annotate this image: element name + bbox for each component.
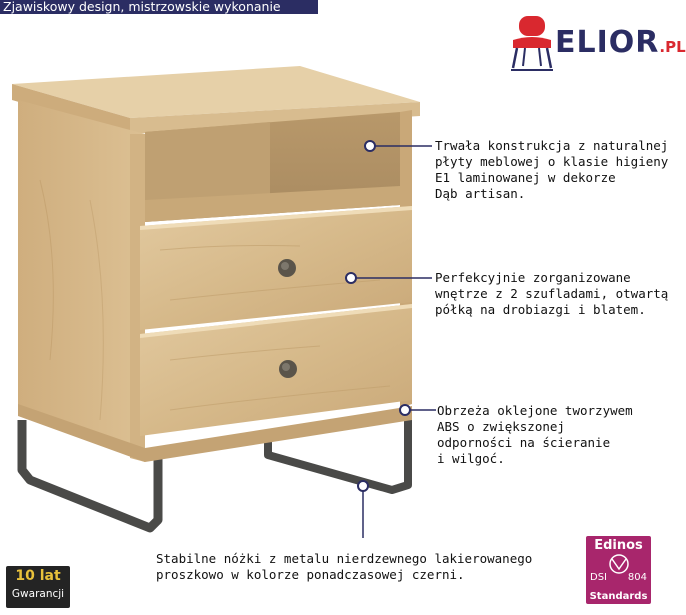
cert-dsi: DSI [590, 572, 607, 583]
callout-construction: Trwała konstrukcja z naturalnej płyty meblowej o klasie higieny E1 laminowanej w dekorze Dąb artisan. [435, 138, 669, 201]
brand-logo[interactable] [555, 25, 686, 62]
cert-standards: Standards [589, 591, 648, 602]
callout-legs: Stabilne nóżki z metalu nierdzewnego lakierowanego proszkowo w kolorze ponadczasowej czerni. [156, 551, 533, 582]
cert-name: Edinos [594, 538, 643, 553]
certification-badge [586, 536, 651, 604]
tagline-bar [0, 0, 318, 14]
warranty-years: 10 lat [15, 568, 61, 584]
nightstand-image [0, 58, 470, 538]
brand-name: ELIOR [555, 25, 660, 60]
warranty-badge [6, 566, 70, 608]
callout-interior: Perfekcyjnie zorganizowane wnętrze z 2 szufladami, otwartą półką na drobiazgi i blatem. [435, 270, 669, 317]
callout-edges: Obrzeża oklejone tworzywem ABS o zwiększonej odporności na ścieranie i wilgoć. [437, 403, 633, 466]
tagline-text: Zjawiskowy design, mistrzowskie wykonanie [3, 0, 281, 14]
warranty-label: Gwarancji [11, 588, 65, 600]
cert-number: 804 [627, 572, 647, 583]
brand-suffix: .PL [659, 38, 686, 56]
